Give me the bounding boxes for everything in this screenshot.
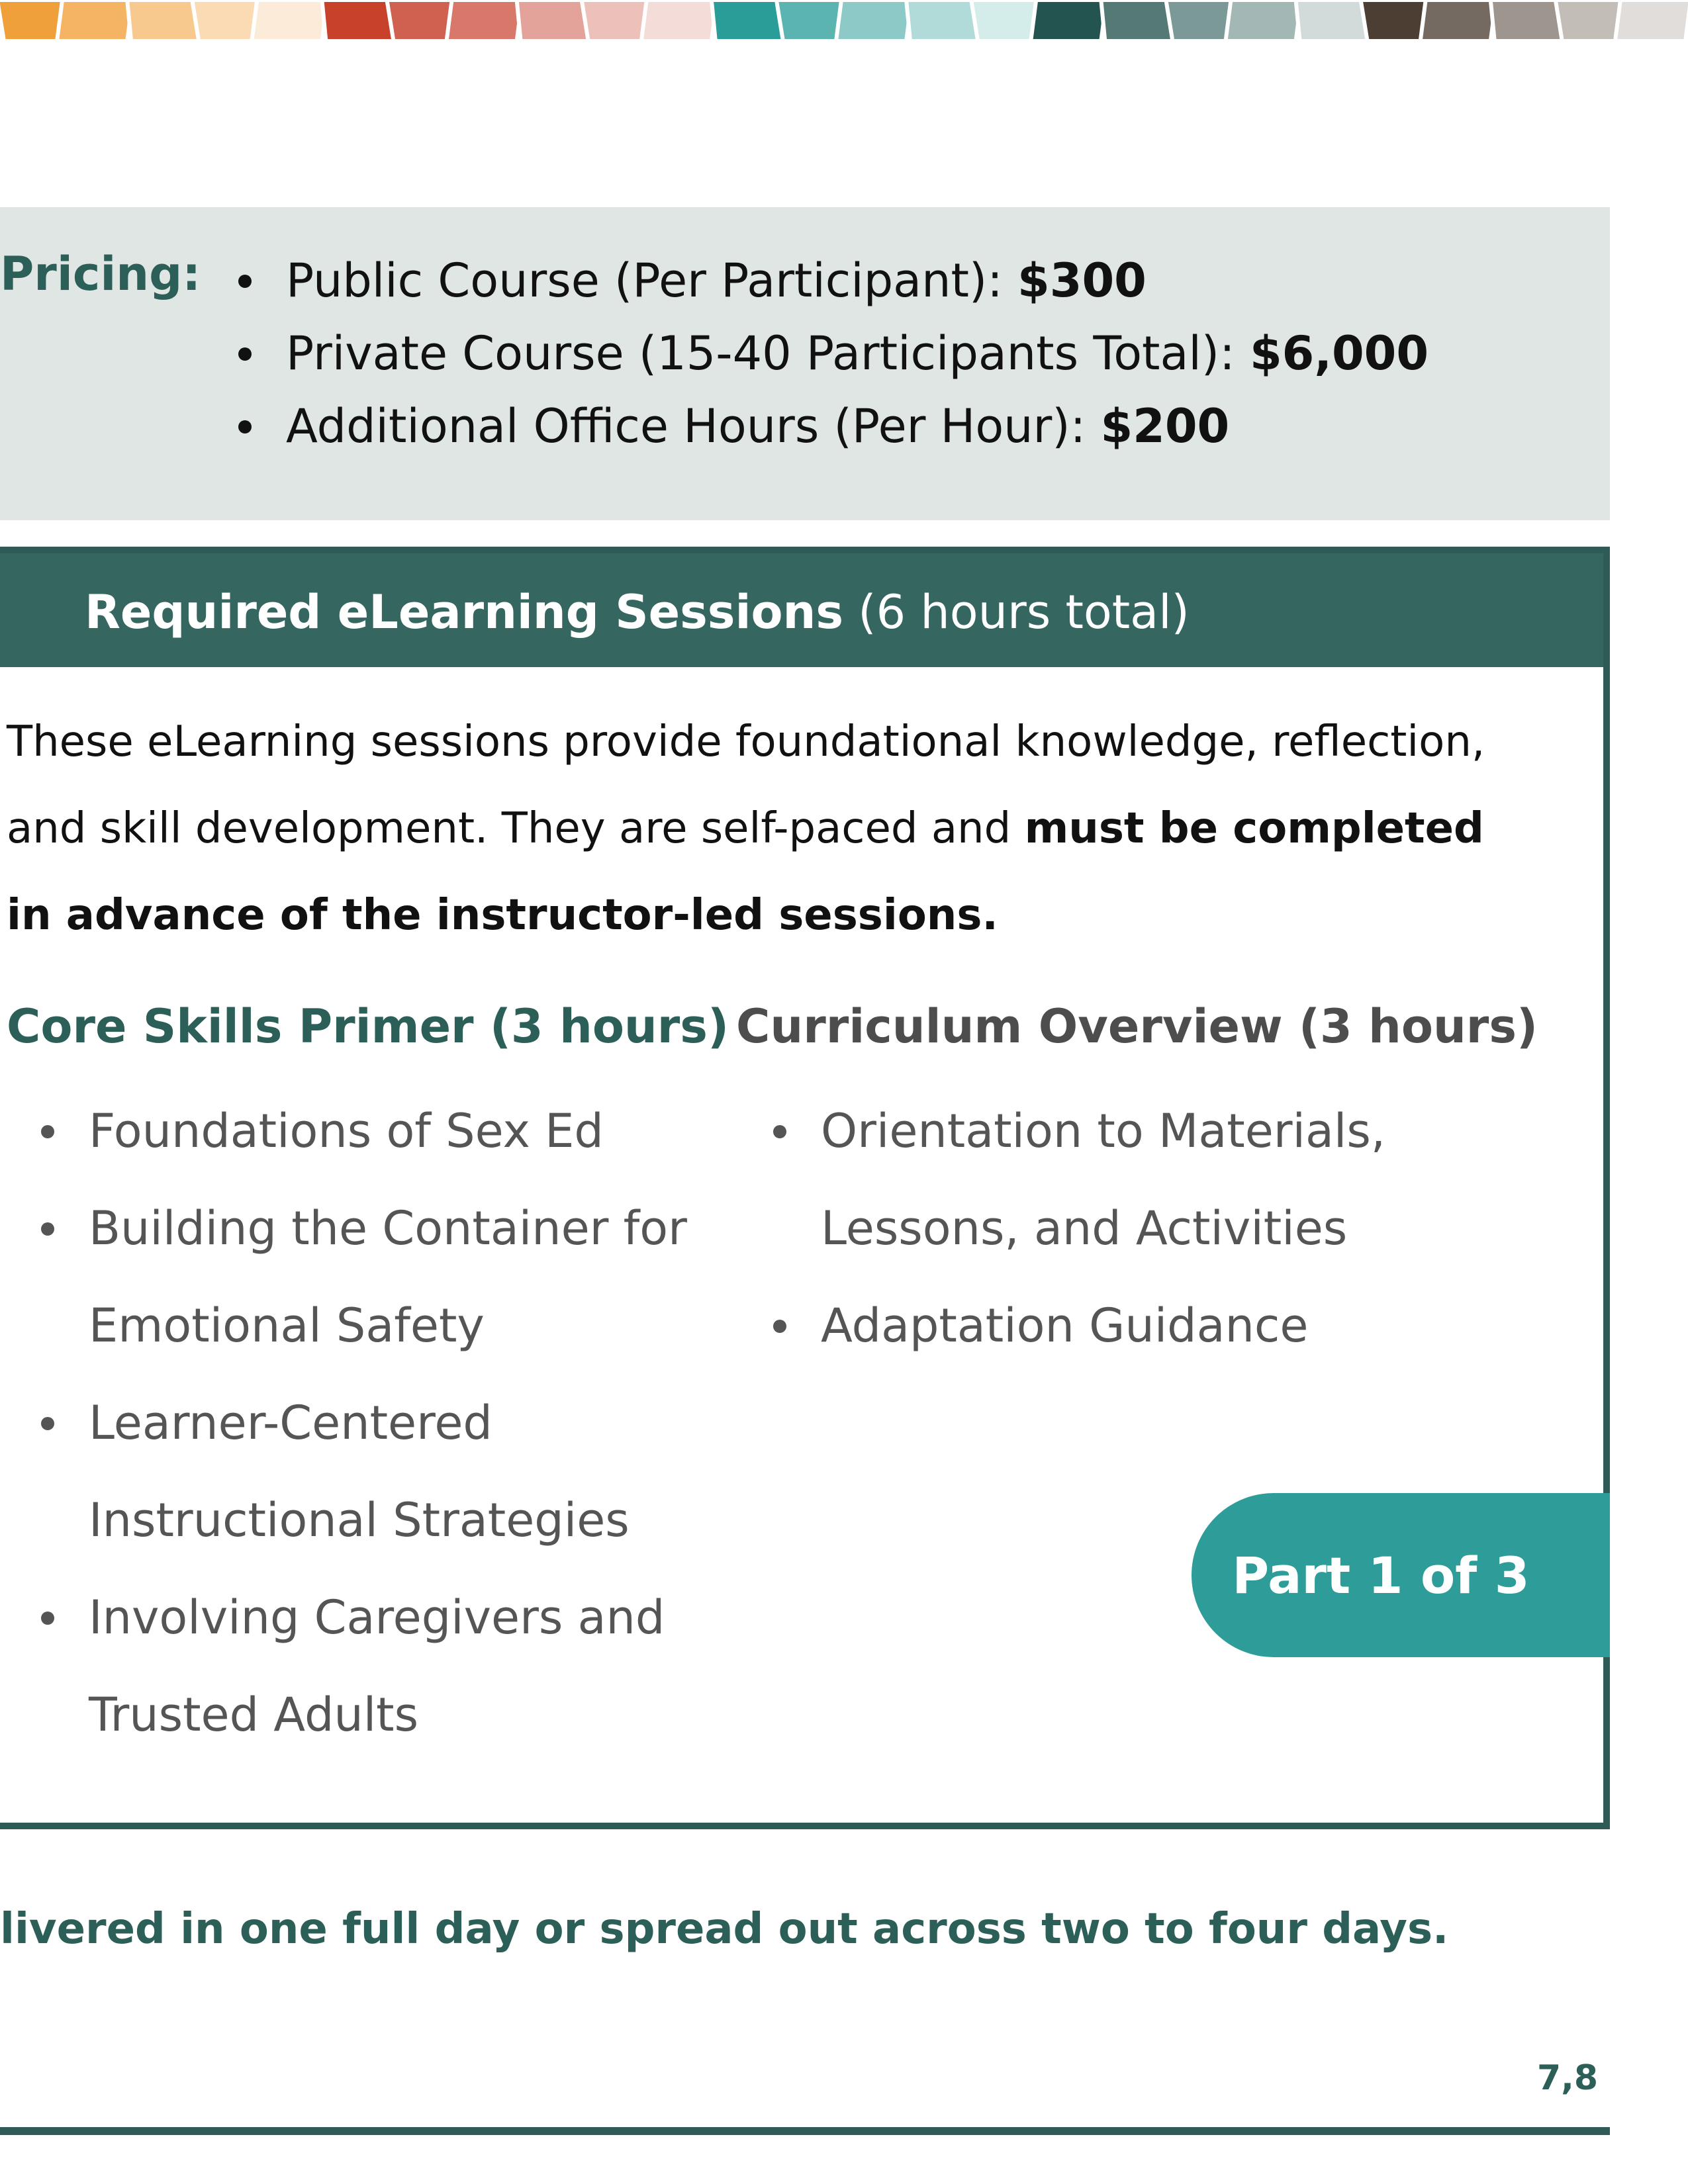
sessions-title-rest: (6 hours total) xyxy=(843,585,1190,639)
band-stripe xyxy=(127,0,201,41)
pricing-item-text: Private Course (15-40 Participants Total): xyxy=(286,326,1250,381)
band-stripe xyxy=(1615,0,1688,41)
decorative-color-band xyxy=(0,0,1688,41)
core-skills-title: Core Skills Primer (3 hours) xyxy=(7,999,729,1054)
elearning-sessions-box xyxy=(0,547,1610,1829)
delivery-note: livered in one full day or spread out across two to four days. xyxy=(0,1905,1449,1954)
band-stripe xyxy=(641,0,717,41)
band-stripe xyxy=(1225,0,1301,41)
band-stripe xyxy=(1101,0,1175,41)
decorative-band-graphic xyxy=(0,0,1688,41)
core-skills-list xyxy=(41,1083,703,1764)
pricing-item-price: $6,000 xyxy=(1249,326,1429,381)
curriculum-overview-title: Curriculum Overview (3 hours) xyxy=(736,999,1538,1054)
band-stripe xyxy=(517,0,591,41)
band-stripe xyxy=(1421,0,1496,41)
pricing-list xyxy=(238,244,1429,463)
page-number: 7,8 xyxy=(1537,2058,1599,2098)
band-stripe xyxy=(1031,0,1106,41)
list-item: Learner-Centered Instructional Strategies xyxy=(41,1375,703,1569)
pricing-item-price: $200 xyxy=(1100,399,1230,453)
pricing-item-text: Public Course (Per Participant): xyxy=(286,253,1018,308)
sessions-intro xyxy=(7,699,1529,959)
band-stripe xyxy=(322,0,396,41)
band-stripe xyxy=(906,0,980,41)
pricing-item-office-hours xyxy=(238,390,1429,463)
list-item: Involving Caregivers and Trusted Adults xyxy=(41,1569,703,1764)
list-item: Building the Container for Emotional Safety xyxy=(41,1180,703,1375)
intro-text: These eLearning sessions provide foundational knowledge, reflection, and skill development. They are self-paced and xyxy=(7,717,1485,853)
pricing-item-public xyxy=(238,244,1429,317)
sessions-title-bold: Required eLearning Sessions xyxy=(85,585,844,639)
band-stripe xyxy=(836,0,912,41)
pricing-item-text: Additional Office Hours (Per Hour): xyxy=(286,399,1101,453)
band-stripe xyxy=(57,0,132,41)
band-stripe xyxy=(1296,0,1370,41)
bottom-divider xyxy=(0,2127,1610,2135)
band-stripe xyxy=(447,0,522,41)
list-item: Foundations of Sex Ed xyxy=(41,1083,703,1180)
pricing-item-price: $300 xyxy=(1017,253,1147,308)
part-badge: Part 1 of 3 xyxy=(1192,1493,1610,1657)
band-stripe xyxy=(252,0,327,41)
list-item: Orientation to Materials, Lessons, and Activities xyxy=(773,1083,1475,1277)
intro-emphasis: must be completed in advance of the instructor-led sessions. xyxy=(7,804,1484,940)
sessions-title xyxy=(85,585,1190,639)
list-item: Adaptation Guidance xyxy=(773,1277,1475,1375)
band-stripe xyxy=(1491,0,1565,41)
pricing-box xyxy=(0,207,1610,520)
pricing-label: Pricing: xyxy=(0,247,201,301)
pricing-item-private xyxy=(238,317,1429,390)
sessions-header xyxy=(0,553,1603,667)
band-stripe xyxy=(712,0,786,41)
curriculum-overview-list xyxy=(773,1083,1475,1375)
